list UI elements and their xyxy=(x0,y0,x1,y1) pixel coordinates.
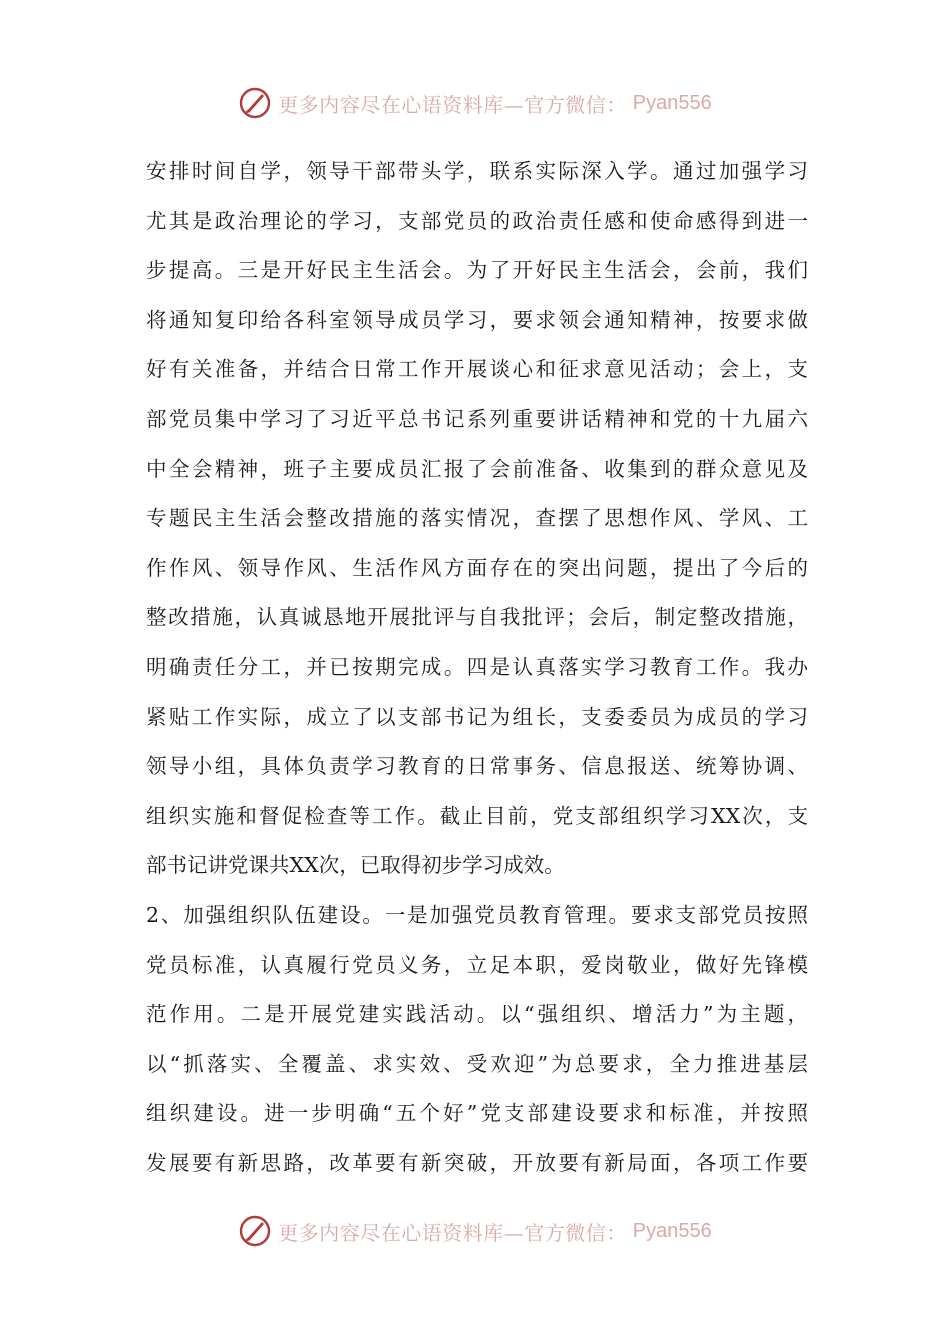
text-line: 作作风、领导作风、生活作风方面存在的突出问题，提出了今后的 xyxy=(146,555,808,580)
quill-logo-icon xyxy=(238,86,272,120)
text-line: 中全会精神，班子主要成员汇报了会前准备、收集到的群众意见及 xyxy=(146,456,808,481)
text-line: 紧贴工作实际，成立了以支部书记为组长，支委委员为成员的学习 xyxy=(146,704,808,729)
header-watermark xyxy=(0,83,950,123)
text-line: 部书记讲党课共XX次，已取得初步学习成效。 xyxy=(146,853,565,878)
text-line: 组织实施和督促检查等工作。截止目前，党支部组织学习XX次，支 xyxy=(146,803,808,828)
text-line: 将通知复印给各科室领导成员学习，要求领会通知精神，按要求做 xyxy=(146,307,808,332)
header-slogan: 更多内容尽在心语资料库—官方微信： xyxy=(278,92,627,117)
text-line: 组织建设。进一步明确“五个好”党支部建设要求和标准，并按照 xyxy=(146,1101,808,1126)
text-line: 范作用。二是开展党建实践活动。以“强组织、增活力”为主题， xyxy=(146,1002,808,1027)
footer-watermark xyxy=(0,1211,950,1251)
header-wechat-id: Pyan556 xyxy=(632,91,712,114)
text-line: 部党员集中学习了习近平总书记系列重要讲话精神和党的十九届六 xyxy=(146,406,808,431)
text-line: 尤其是政治理论的学习，支部党员的政治责任感和使命感得到进一 xyxy=(146,208,808,233)
text-line: 以“抓落实、全覆盖、求实效、受欢迎”为总要求，全力推进基层 xyxy=(146,1051,808,1076)
footer-slogan: 更多内容尽在心语资料库—官方微信： xyxy=(278,1220,627,1245)
text-line: 步提高。三是开好民主生活会。为了开好民主生活会，会前，我们 xyxy=(146,258,808,283)
footer-wechat-id: Pyan556 xyxy=(632,1219,712,1242)
text-line: 明确责任分工，并已按期完成。四是认真落实学习教育工作。我办 xyxy=(146,654,808,679)
text-line: 整改措施，认真诚恳地开展批评与自我批评；会后，制定整改措施， xyxy=(146,605,808,630)
text-line: 发展要有新思路，改革要有新突破，开放要有新局面，各项工作要 xyxy=(146,1150,808,1175)
text-line: 党员标准，认真履行党员义务，立足本职，爱岗敬业，做好先锋模 xyxy=(146,952,808,977)
document-body xyxy=(146,147,808,1188)
text-line: 领导小组，具体负责学习教育的日常事务、信息报送、统筹协调、 xyxy=(146,754,808,779)
text-line: 好有关准备，并结合日常工作开展谈心和征求意见活动；会上，支 xyxy=(146,357,808,382)
text-line: 安排时间自学，领导干部带头学，联系实际深入学。通过加强学习 xyxy=(146,159,808,183)
quill-logo-icon xyxy=(238,1214,272,1248)
text-line: 2、加强组织队伍建设。一是加强党员教育管理。要求支部党员按照 xyxy=(146,902,808,927)
text-line: 专题民主生活会整改措施的落实情况，查摆了思想作风、学风、工 xyxy=(146,506,808,531)
